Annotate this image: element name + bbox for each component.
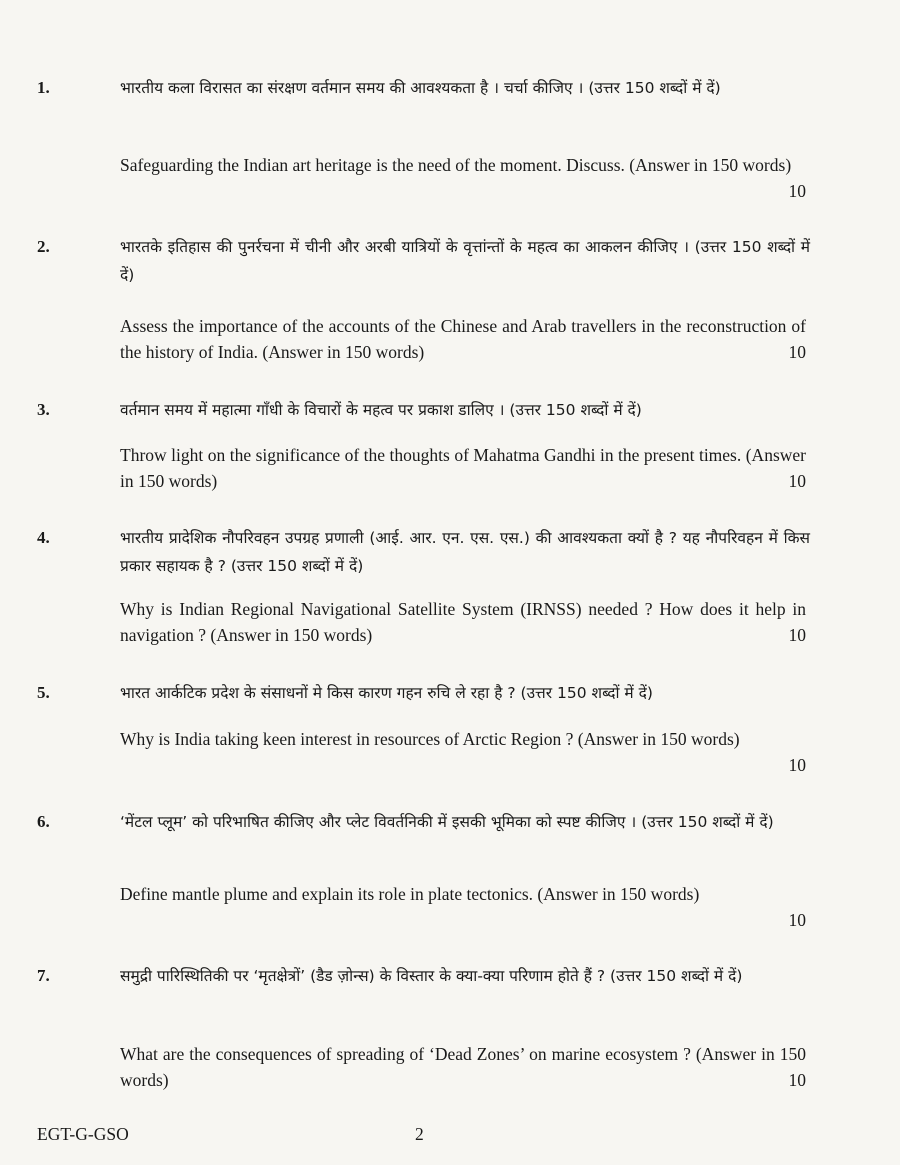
question-english-text: Assess the importance of the accounts of the Chinese and Arab travellers in the reconstruction of the history of India. (Answer in 150 words) [120,316,806,362]
question-english-text: Why is India taking keen interest in resources of Arctic Region ? (Answer in 150 words) [120,729,740,749]
question-number: 1. [37,78,50,97]
question-hindi-text: भारतके इतिहास की पुनर्रचना में चीनी और अरबी यात्रियों के वृत्तांन्तों के महत्व का आकलन कीजिए । (उत्तर 150 शब्दों में दें) [120,238,810,284]
question-number: 4. [37,528,50,547]
question-english-text: Throw light on the significance of the thoughts of Mahatma Gandhi in the present times. (Answer in 150 words) [120,445,806,491]
question-hindi-text: वर्तमान समय में महात्मा गाँधी के विचारों के महत्व पर प्रकाश डालिए । (उत्तर 150 शब्दों में दें) [120,401,642,419]
question-number: 7. [37,966,50,985]
paper-code: EGT-G-GSO [37,1124,129,1144]
question-marks: 10 [788,342,806,362]
question-english-text: Define mantle plume and explain its role in plate tectonics. (Answer in 150 words) [120,884,700,904]
question-marks: 10 [788,755,806,775]
page-number: 2 [415,1124,424,1144]
question-hindi-text: भारत आर्कटिक प्रदेश के संसाधनों मे किस कारण गहन रुचि ले रहा है ? (उत्तर 150 शब्दों में दें) [120,684,653,702]
question-hindi-text: ‘मेंटल प्लूम’ को परिभाषित कीजिए और प्लेट विवर्तनिकी में इसकी भूमिका को स्पष्ट कीजिए । (उत्तर 150 शब्दों में दें) [120,813,774,831]
question-hindi-text: समुद्री पारिस्थितिकी पर ‘मृतक्षेत्रों’ (डैड ज़ोन्स) के विस्तार के क्या-क्या परिणाम होते हैं ? (उत्तर 150 शब्दों में दें) [120,967,743,985]
question-number: 6. [37,812,50,831]
question-marks: 10 [788,1070,806,1090]
question-number: 5. [37,683,50,702]
question-hindi-text: भारतीय कला विरासत का संरक्षण वर्तमान समय की आवश्यकता है । चर्चा कीजिए । (उत्तर 150 शब्दों में दें) [120,79,721,97]
question-marks: 10 [788,471,806,491]
question-english-text: Safeguarding the Indian art heritage is the need of the moment. Discuss. (Answer in 150 words) [120,155,792,175]
question-marks: 10 [788,625,806,645]
question-hindi-text: भारतीय प्रादेशिक नौपरिवहन उपग्रह प्रणाली (आई. आर. एन. एस. एस.) की आवश्यकता क्यों है ? यह नौपरिवहन में किस प्रकार सहायक है ? (उत्तर 150 शब्दों में दें) [120,529,810,575]
question-number: 3. [37,400,50,419]
question-english-text: What are the consequences of spreading of ‘Dead Zones’ on marine ecosystem ? (Answer in 150 words) [120,1044,806,1090]
question-marks: 10 [788,910,806,930]
question-number: 2. [37,237,50,256]
question-marks: 10 [788,181,806,201]
question-english-text: Why is Indian Regional Navigational Satellite System (IRNSS) needed ? How does it help in navigation ? (Answer in 150 words) [120,599,806,645]
